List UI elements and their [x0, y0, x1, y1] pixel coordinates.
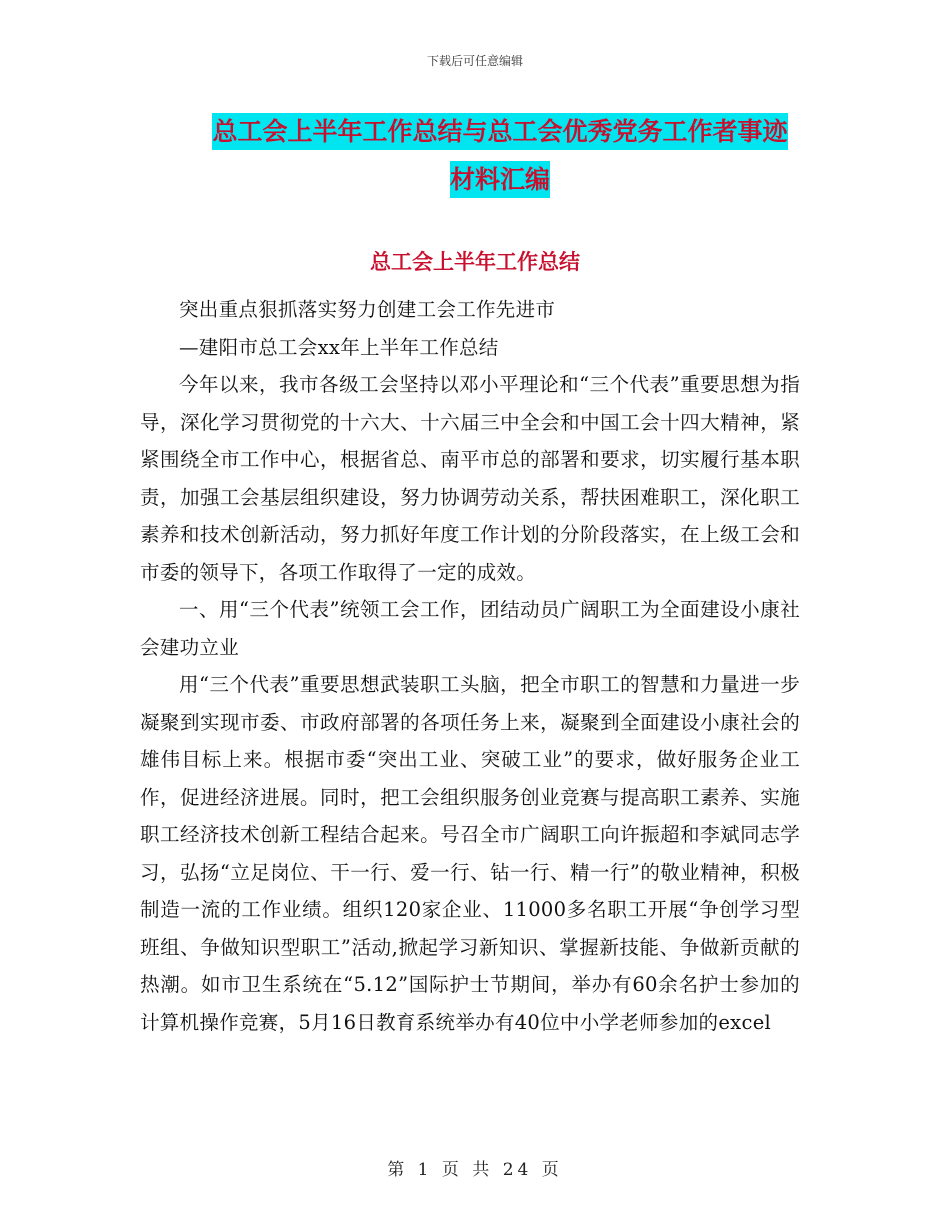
paragraph-heading-1: 一、用“三个代表”统领工会工作，团结动员广阔职工为全面建设小康社会建功立业 — [140, 598, 800, 659]
document-title — [190, 108, 810, 204]
title-line-2: 材料汇编 — [450, 161, 550, 198]
page-number-footer: 第 1 页 共 24 页 — [387, 1160, 563, 1180]
paragraph-byline: —建阳市总工会xx年上半年工作总结 — [179, 335, 499, 359]
title-line-1: 总工会上半年工作总结与总工会优秀党务工作者事迹 — [212, 113, 787, 150]
paragraph-subtitle: 突出重点狠抓落实努力创建工会工作先进市 — [179, 298, 556, 321]
paragraph-body-1: 用“三个代表”重要思想武装职工头脑，把全市职工的智慧和力量进一步凝聚到实现市委、市政府部署的各项任务上来，凝聚到全面建设小康社会的雄伟目标上来。根据市委“突出工业、突破工业”的要求，做好服务企业工作，促进经济进展。同时，把工会组织服务创业竞赛与提高职工素养、实施职工经济技术创新工程结合起来。号召全市广阔职工向许振超和李斌同志学习，弘扬“立足岗位、干一行、爱一行、钻一行、精一行”的敬业精神，积极制造一流的工作业绩。组织120家企业、11000多名职工开展“争创学习型班组、争做知识型职工”活动,掀起学习新知识、掌握新技能、争做新贡献的热潮。如市卫生系统在“5.12”国际护士节期间，举办有60余名护士参加的计算机操作竞赛，5月16日教育系统举办有40位中小学老师参加的excel — [140, 673, 800, 1034]
page-header-note: 下载后可任意编辑 — [426, 54, 523, 68]
paragraph-intro: 今年以来，我市各级工会坚持以邓小平理论和“三个代表”重要思想为指导，深化学习贯彻党的十六大、十六届三中全会和中国工会十四大精神，紧紧围绕全市工作中心，根据省总、南平市总的部署和要求，切实履行基本职责，加强工会基层组织建设，努力协调劳动关系，帮扶困难职工，深化职工素养和技术创新活动，努力抓好年度工作计划的分阶段落实，在上级工会和市委的领导下，各项工作取得了一定的成效。 — [140, 373, 800, 584]
section-title: 总工会上半年工作总结 — [370, 250, 580, 274]
document-body — [140, 291, 800, 1041]
